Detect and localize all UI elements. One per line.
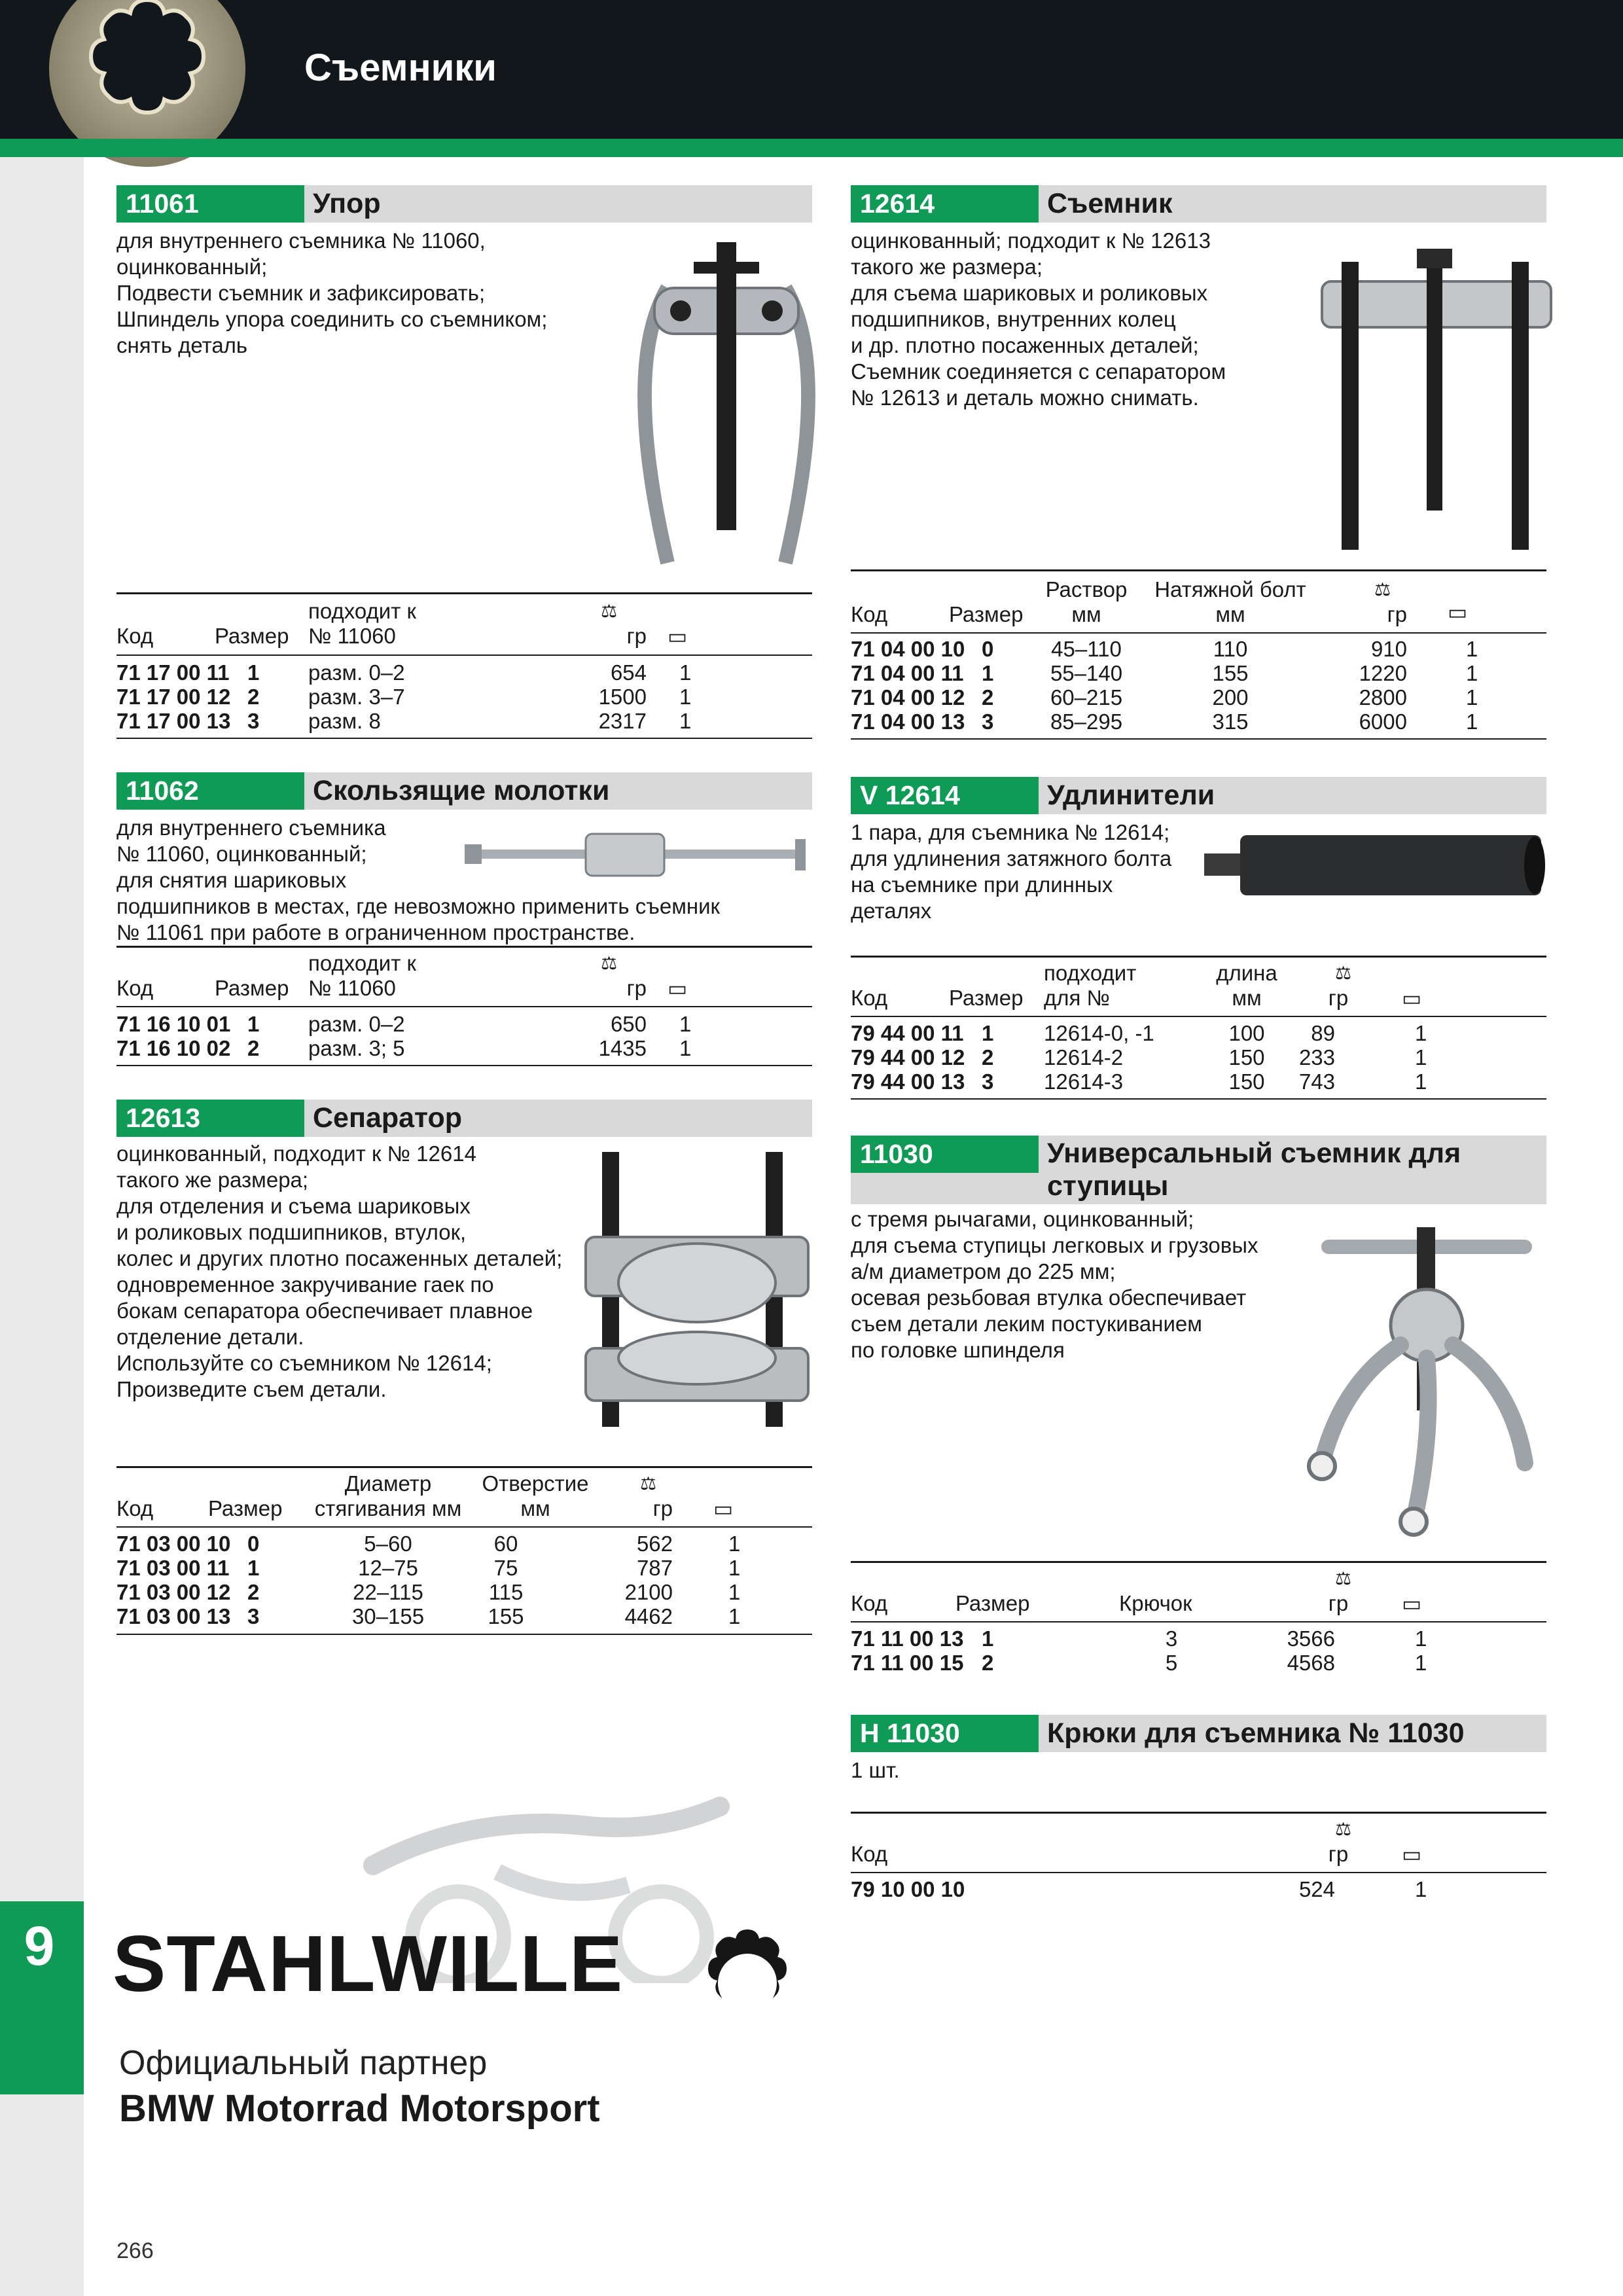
row-gr: 2800 — [1359, 685, 1407, 709]
package-icon: ▭ — [1402, 986, 1422, 1010]
col-header-bolt-unit: мм — [1215, 602, 1245, 626]
row-qty: 1 — [1415, 1021, 1427, 1045]
row-qty: 1 — [1415, 1651, 1427, 1675]
table-11061 — [116, 592, 812, 736]
package-icon: ▭ — [668, 624, 688, 648]
row-span: 85–295 — [1050, 709, 1123, 734]
row-code: 71 17 00 12 — [116, 685, 231, 709]
table-rule — [851, 956, 1546, 958]
row-gr: 3566 — [1287, 1626, 1335, 1651]
scale-icon: ⚖ — [1374, 579, 1391, 600]
scale-icon: ⚖ — [601, 601, 618, 621]
row-size: 3 — [247, 709, 260, 733]
col-header-gr: гр — [1328, 1842, 1349, 1866]
row-hole: 115 — [488, 1580, 524, 1604]
table-rule — [851, 1561, 1546, 1563]
row-code: 79 44 00 13 — [851, 1069, 965, 1094]
col-header-bolt: Натяжной болт — [1154, 577, 1306, 601]
row-bolt: 315 — [1212, 709, 1249, 734]
row-gr: 650 — [610, 1012, 647, 1036]
table-rule — [851, 1016, 1546, 1017]
col-header-len: длина — [1216, 961, 1277, 985]
row-size: 3 — [247, 1604, 260, 1628]
row-qty: 1 — [1415, 1626, 1427, 1651]
brand-gear-icon — [681, 1916, 815, 2041]
section-name: Удлинители — [1047, 780, 1215, 811]
row-qty: 1 — [728, 1532, 741, 1556]
row-qty: 1 — [1415, 1877, 1427, 1901]
section-code: H 11030 — [851, 1715, 1039, 1752]
hub-puller-image — [1302, 1214, 1551, 1541]
table-rule — [116, 1466, 812, 1468]
row-gr: 524 — [1298, 1877, 1335, 1901]
row-qty: 1 — [1415, 1045, 1427, 1069]
row-span: 45–110 — [1051, 637, 1122, 661]
col-header-gr: гр — [1328, 986, 1349, 1010]
row-code: 71 04 00 10 — [851, 637, 965, 661]
package-icon: ▭ — [1448, 600, 1468, 624]
row-size: 0 — [247, 1532, 260, 1556]
row-gr: 562 — [636, 1532, 673, 1556]
row-code: 71 11 00 15 — [851, 1651, 964, 1675]
puller-image — [1315, 236, 1558, 556]
row-gr: 910 — [1370, 637, 1407, 661]
section-name: Сепаратор — [313, 1102, 463, 1134]
row-size: 0 — [982, 637, 994, 661]
package-icon: ▭ — [1402, 1842, 1422, 1866]
table-rule — [851, 1621, 1546, 1623]
row-code: 71 04 00 12 — [851, 685, 965, 709]
row-hook: 5 — [1165, 1651, 1178, 1675]
row-gr: 4462 — [624, 1604, 673, 1628]
section-header-11030 — [851, 1136, 1546, 1204]
row-qty: 1 — [728, 1556, 741, 1580]
table-rule — [116, 1526, 812, 1528]
package-icon: ▭ — [1402, 1592, 1422, 1615]
row-bolt: 155 — [1212, 661, 1249, 685]
col-header-size: Размер — [949, 602, 1024, 626]
row-gr: 743 — [1298, 1069, 1335, 1094]
table-rule — [116, 655, 812, 656]
row-code: 71 03 00 10 — [116, 1532, 231, 1556]
row-hole: 75 — [493, 1556, 518, 1580]
row-size: 1 — [247, 1556, 260, 1580]
row-code: 71 16 10 01 — [116, 1012, 231, 1036]
section-description-v12614: 1 пара, для съемника № 12614; для удлинения затяжного болта на съемнике при длинных деталях — [851, 820, 1172, 923]
row-gr: 1220 — [1359, 661, 1407, 685]
col-header-gr: гр — [1328, 1591, 1349, 1615]
section-name-line1: Универсальный съемник для — [1047, 1138, 1461, 1169]
row-size: 2 — [982, 1651, 994, 1675]
col-header-size: Размер — [949, 986, 1024, 1010]
row-span: 60–215 — [1050, 685, 1123, 709]
section-code: V 12614 — [851, 777, 1039, 814]
section-description-11062: для внутреннего съемника № 11060, оцинкованный; для снятия шариковых подшипников в местах, где невозможно применить съемник № 11061 при работе в ограниченном пространстве. — [116, 816, 720, 944]
row-code: 71 03 00 13 — [116, 1604, 231, 1628]
package-icon: ▭ — [713, 1497, 734, 1520]
section-description-h11030: 1 шт. — [851, 1758, 900, 1782]
col-header-len-unit: мм — [1232, 986, 1262, 1010]
row-size: 2 — [247, 685, 260, 709]
scale-icon: ⚖ — [601, 953, 618, 973]
table-rule — [116, 946, 812, 948]
section-header-v12614 — [851, 777, 1546, 814]
section-description-11030: с тремя рычагами, оцинкованный; для съема ступицы легковых и грузовых а/м диаметром до 225 мм; осевая резьбовая втулка обеспечивает съем детали леким постукиванием по головке шпинделя — [851, 1207, 1258, 1362]
row-qty: 1 — [1466, 661, 1478, 685]
row-qty: 1 — [728, 1580, 741, 1604]
row-code: 79 44 00 11 — [851, 1021, 964, 1045]
row-code: 79 44 00 12 — [851, 1045, 965, 1069]
section-header-12614 — [851, 185, 1546, 223]
scale-icon: ⚖ — [1335, 1568, 1352, 1588]
table-rule — [116, 592, 812, 594]
table-rule — [116, 1065, 812, 1066]
row-size: 1 — [982, 661, 994, 685]
row-hole: 60 — [493, 1532, 518, 1556]
row-qty: 1 — [1466, 637, 1478, 661]
table-rule — [851, 569, 1546, 571]
row-qty: 1 — [679, 1036, 692, 1060]
row-gr: 787 — [636, 1556, 673, 1580]
section-description-12614: оцинкованный; подходит к № 12613 такого же размера; для съема шариковых и роликовых подшипников, внутренних колец и др. плотно посаженных деталей; Съемник соединяется с сепаратором № 12613 и деталь можно снимать. — [851, 228, 1226, 410]
col-header-fits-no: № 11060 — [308, 976, 396, 1000]
row-qty: 1 — [1415, 1069, 1427, 1094]
row-fits: разм. 3; 5 — [308, 1036, 405, 1060]
row-fits: 12614-2 — [1044, 1045, 1124, 1069]
col-header-code: Код — [851, 1591, 888, 1615]
row-fits: 12614-0, -1 — [1044, 1021, 1154, 1045]
col-header-diam-unit: стягивания мм — [314, 1496, 462, 1520]
row-gr: 89 — [1311, 1021, 1335, 1045]
section-code: 12613 — [116, 1100, 304, 1137]
row-gr: 233 — [1298, 1045, 1335, 1069]
col-header-code: Код — [851, 1842, 888, 1866]
table-rule — [116, 1634, 812, 1635]
section-header-12613 — [116, 1100, 812, 1137]
col-header-gr: гр — [626, 976, 647, 1000]
col-header-gr: гр — [1387, 602, 1407, 626]
row-code: 71 04 00 13 — [851, 709, 965, 734]
row-size: 2 — [982, 685, 994, 709]
row-gr: 2317 — [598, 709, 647, 733]
section-description-12613: оцинкованный, подходит к № 12614 такого же размера; для отделения и съема шариковых и роликовых подшипников, втулок, колес и других плотно посаженных деталей; одновременное закручивание гаек по бокам сепаратора обеспечивает плавное отделение детали. Используйте со съемником № 12614; Произведите съем детали. — [116, 1141, 563, 1401]
table-rule — [116, 738, 812, 739]
col-header-code: Код — [116, 976, 154, 1000]
row-qty: 1 — [728, 1604, 741, 1628]
row-bolt: 110 — [1213, 637, 1248, 661]
table-h11030 — [851, 1812, 1546, 1910]
row-code: 71 03 00 12 — [116, 1580, 231, 1604]
header-stripe — [0, 139, 1623, 157]
section-name: Съемник — [1047, 188, 1173, 219]
row-code: 79 10 00 10 — [851, 1877, 965, 1901]
section-name: Упор — [313, 188, 381, 219]
table-12613 — [116, 1466, 812, 1636]
section-code: 11062 — [116, 772, 304, 810]
section-code: 12614 — [851, 185, 1039, 223]
col-header-span-unit: мм — [1071, 602, 1101, 626]
table-12614 — [851, 569, 1546, 740]
row-diam: 22–115 — [353, 1580, 423, 1604]
row-len: 150 — [1228, 1069, 1265, 1094]
page-number: 266 — [116, 2238, 154, 2263]
puller-stop-image — [628, 236, 825, 576]
row-len: 100 — [1228, 1021, 1265, 1045]
scale-icon: ⚖ — [1335, 963, 1352, 983]
row-qty: 1 — [1466, 685, 1478, 709]
row-qty: 1 — [679, 660, 692, 685]
row-code: 71 04 00 11 — [851, 661, 964, 685]
table-rule — [851, 1872, 1546, 1873]
section-name: Крюки для съемника № 11030 — [1047, 1717, 1465, 1749]
slide-hammer-image — [465, 830, 812, 882]
table-rule — [851, 1098, 1546, 1100]
row-fits: разм. 3–7 — [308, 685, 405, 709]
row-fits: разм. 0–2 — [308, 1012, 405, 1036]
col-header-fits: подходит — [1044, 961, 1137, 985]
separator-image — [579, 1152, 815, 1427]
section-header-h11030 — [851, 1715, 1546, 1752]
col-header-hole: Отверстие — [482, 1471, 589, 1496]
row-size: 3 — [982, 709, 994, 734]
row-size: 2 — [982, 1045, 994, 1069]
row-gr: 4568 — [1287, 1651, 1335, 1675]
row-gr: 2100 — [624, 1580, 673, 1604]
scale-icon: ⚖ — [1335, 1819, 1352, 1839]
row-size: 2 — [247, 1036, 260, 1060]
package-icon: ▭ — [668, 977, 688, 1000]
row-qty: 1 — [679, 709, 692, 733]
row-code: 71 17 00 11 — [116, 660, 230, 685]
section-name: Скользящие молотки — [313, 775, 610, 806]
table-11030 — [851, 1561, 1546, 1679]
page-title: Съемники — [304, 46, 497, 89]
col-header-code: Код — [116, 1496, 154, 1520]
row-qty: 1 — [679, 685, 692, 709]
col-header-fits: подходит к — [308, 951, 416, 975]
row-gr: 1435 — [598, 1036, 647, 1060]
section-header-11061 — [116, 185, 812, 223]
col-header-code: Код — [851, 986, 888, 1010]
table-rule — [851, 632, 1546, 634]
table-rule — [116, 1006, 812, 1007]
col-header-diam: Диаметр — [344, 1471, 432, 1496]
partner-line-1: Официальный партнер — [119, 2044, 488, 2082]
table-11062 — [116, 946, 812, 1067]
col-header-code: Код — [116, 624, 154, 648]
row-gr: 1500 — [598, 685, 647, 709]
row-gr: 6000 — [1359, 709, 1407, 734]
col-header-size: Размер — [208, 1496, 283, 1520]
row-len: 150 — [1228, 1045, 1265, 1069]
table-v12614 — [851, 956, 1546, 1103]
chapter-number: 9 — [24, 1915, 55, 1977]
row-size: 1 — [247, 1012, 260, 1036]
col-header-size: Размер — [955, 1591, 1030, 1615]
section-name-line2: ступицы — [1047, 1170, 1169, 1202]
row-diam: 5–60 — [364, 1532, 412, 1556]
row-size: 3 — [982, 1069, 994, 1094]
col-header-span: Раствор — [1045, 577, 1128, 601]
row-span: 55–140 — [1050, 661, 1123, 685]
row-diam: 12–75 — [358, 1556, 418, 1580]
col-header-hook: Крючок — [1119, 1591, 1192, 1615]
row-size: 1 — [982, 1021, 994, 1045]
row-diam: 30–155 — [351, 1604, 425, 1628]
row-size: 1 — [247, 660, 260, 685]
section-code: 11030 — [851, 1136, 1039, 1173]
row-size: 2 — [247, 1580, 260, 1604]
scale-icon: ⚖ — [640, 1473, 657, 1494]
col-header-gr: гр — [652, 1496, 673, 1520]
row-code: 71 16 10 02 — [116, 1036, 231, 1060]
row-qty: 1 — [1466, 709, 1478, 734]
row-hole: 155 — [488, 1604, 524, 1628]
row-hook: 3 — [1165, 1626, 1178, 1651]
row-qty: 1 — [679, 1012, 692, 1036]
partner-line-2: BMW Motorrad Motorsport — [119, 2087, 600, 2130]
row-bolt: 200 — [1212, 685, 1249, 709]
col-header-gr: гр — [626, 624, 647, 648]
col-header-code: Код — [851, 602, 888, 626]
brand-logo: STAHLWILLE — [113, 1919, 624, 2008]
row-fits: разм. 0–2 — [308, 660, 405, 685]
table-rule — [851, 738, 1546, 740]
col-header-hole-unit: мм — [520, 1496, 550, 1520]
row-gr: 654 — [610, 660, 647, 685]
row-code: 71 03 00 11 — [116, 1556, 230, 1580]
col-header-fits-no: для № — [1044, 986, 1110, 1010]
row-fits: 12614-3 — [1044, 1069, 1124, 1094]
row-size: 1 — [982, 1626, 994, 1651]
row-code: 71 11 00 13 — [851, 1626, 964, 1651]
section-header-11062 — [116, 772, 812, 810]
col-header-fits: подходит к — [308, 599, 416, 623]
row-code: 71 17 00 13 — [116, 709, 231, 733]
col-header-size: Размер — [215, 976, 289, 1000]
section-description-11061: для внутреннего съемника № 11060, оцинкованный; Подвести съемник и зафиксировать; Шпиндель упора соединить со съемником; снять деталь — [116, 228, 548, 357]
table-rule — [851, 1812, 1546, 1814]
row-fits: разм. 8 — [308, 709, 381, 733]
col-header-size: Размер — [215, 624, 289, 648]
extension-image — [1204, 826, 1548, 905]
col-header-fits-no: № 11060 — [308, 624, 396, 648]
section-code: 11061 — [116, 185, 304, 223]
